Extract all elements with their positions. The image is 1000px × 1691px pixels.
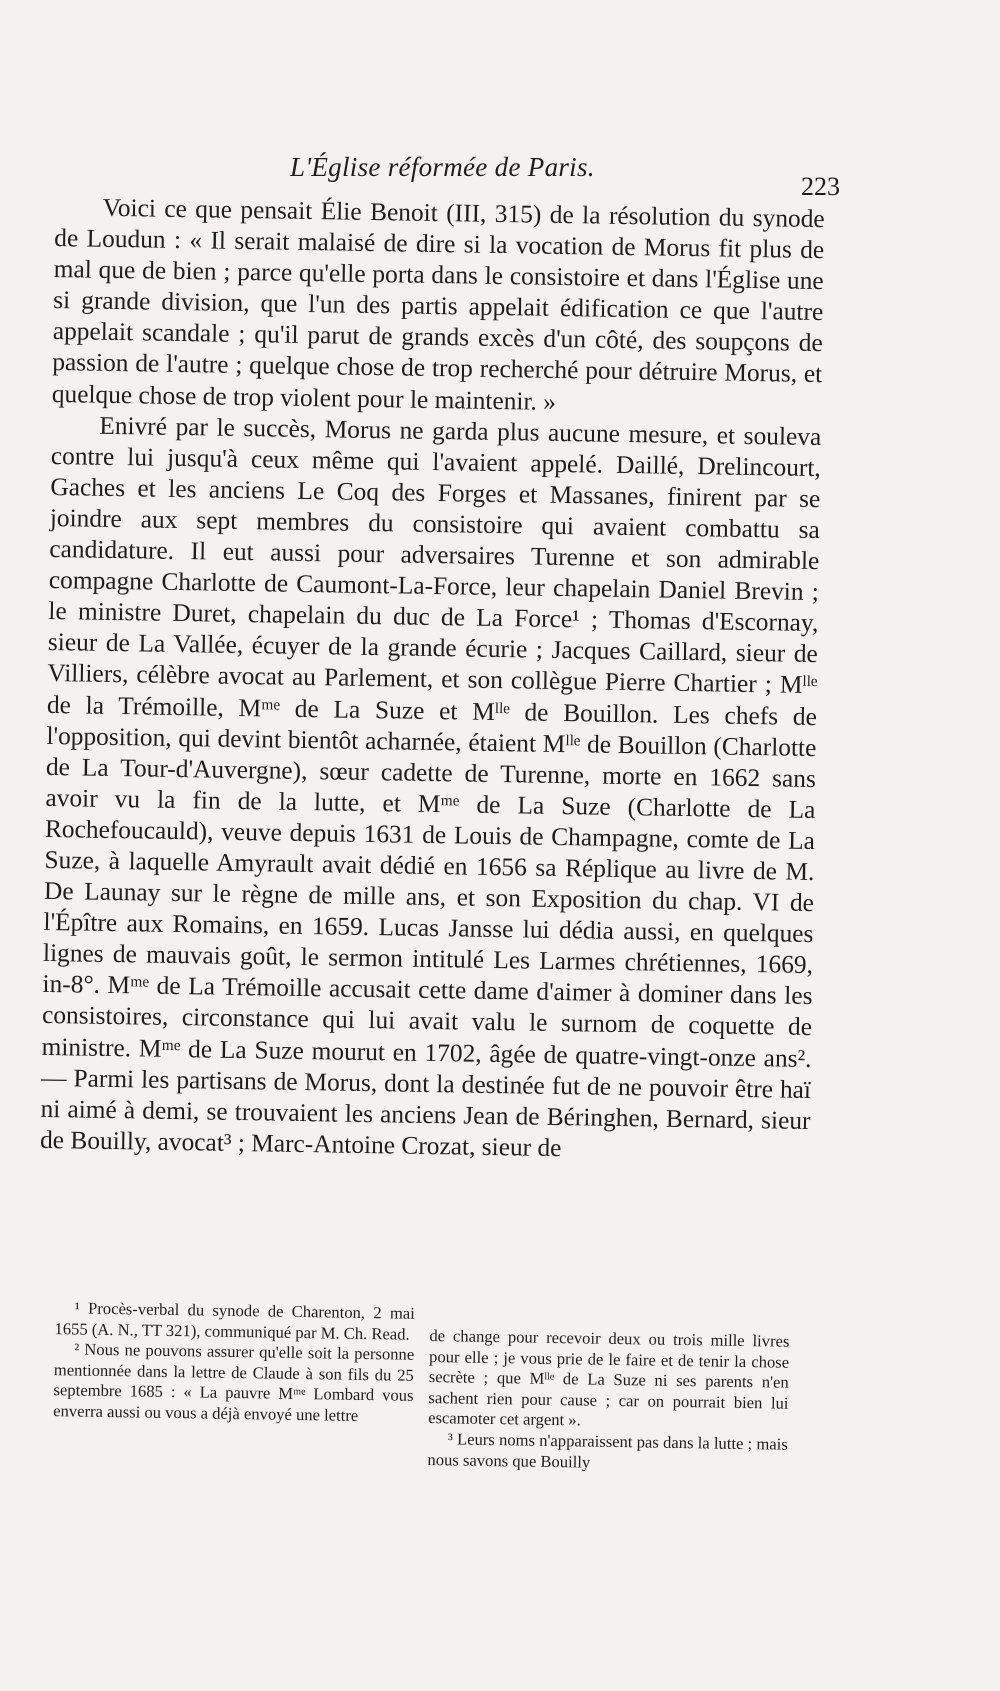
footnotes-left-column [53,1298,415,1427]
footnote-continuation: de change pour recevoir deux ou trois mille livres pour elle ; je vous prie de le faire et de tenir la chose secrète ; que Mˡˡᵉ de La Suze ni ses parents n'en sachent rien pour cause ; car on pourrait bien lui escamoter cet argent ». [428,1326,790,1430]
footnotes [45,1298,815,1472]
running-head [0,152,1000,201]
footnote: ² Nous ne pouvons assurer qu'elle soit la personne mentionnée dans la lettre de Claude à son fils du 25 septembre 1685 : « La pauvre Mᵐᵉ Lombard vous enverra aussi ou vous a déjà envoyé une lettre [53,1339,415,1425]
page-number: 223 [801,172,840,201]
footnotes-right-column [427,1326,789,1476]
footnote: ¹ Procès-verbal du synode de Charenton, 2 mai 1655 (A. N., TT 321), communiqué par M. Ch. Read. [54,1298,415,1344]
body-text [40,192,825,1168]
footnote: ³ Leurs noms n'apparaissent pas dans la lutte ; mais nous savons que Bouilly [427,1429,788,1472]
paragraph: Enivré par le succès, Morus ne garda plus aucune mesure, et souleva contre lui jusqu'à ceux même qui l'avaient appelé. Daillé, Drelincourt, Gaches et les anciens Le Coq des Forges et Massanes, finirent par se joindre aux sept membres du consistoire qui avaient combattu sa candidature. Il eut aussi pour adversaires Turenne et son admirable compagne Charlotte de Caumont-La-Force, leur chapelain Daniel Brevin ; le ministre Duret, chapelain du duc de La Force¹ ; Thomas d'Escornay, sieur de La Vallée, écuyer de la grande écurie ; Jacques Caillard, sieur de Villiers, célèbre avocat au Parlement, et son collègue Pierre Chartier ; Mˡˡᵉ de la Trémoille, Mᵐᵉ de La Suze et Mˡˡᵉ de Bouillon. Les chefs de l'opposition, qui devint bientôt acharnée, étaient Mˡˡᵉ de Bouillon (Charlotte de La Tour-d'Auvergne), sœur cadette de Turenne, morte en 1662 sans avoir vu la fin de la lutte, et Mᵐᵉ de La Suze (Charlotte de La Rochefoucauld), veuve depuis 1631 de Louis de Champagne, comte de La Suze, à laquelle Amyrault avait dédié en 1656 sa Réplique au livre de M. De Launay sur le règne de mille ans, et son Exposition du chap. VI de l'Épître aux Romains, en 1659. Lucas Jansse lui dédia aussi, en quelques lignes de mauvais goût, le sermon intitulé Les Larmes chrétiennes, 1669, in-8°. Mᵐᵉ de La Trémoille accusait cette dame d'aimer à dominer dans les consistoires, circonstance qui lui avait valu le surnom de coquette de ministre. Mᵐᵉ de La Suze mourut en 1702, âgée de quatre-vingt-onze ans². — Parmi les partisans de Morus, dont la destinée fut de ne pouvoir être haï ni aimé à demi, se trouvaient les anciens Jean de Béringhen, Bernard, sieur de Bouilly, avocat³ ; Marc-Antoine Crozat, sieur de [39,411,822,1162]
running-title: L'Église réformée de Paris. [290,152,595,182]
paragraph: Voici ce que pensait Élie Benoit (III, 315) de la résolution du synode de Loudun : « Il serait malaisé de dire si la vocation de Morus fit plus de mal que de bien ; parce qu'elle porta dans le consistoire et dans l'Église une si grande division, que l'un des partis appelait édification ce que l'autre appelait scandale ; qu'il parut de grands excès d'un côté, des soupçons de passion de l'autre ; quelque chose de trop recherché pour détruire Morus, et quelque chose de trop violent pour le maintenir. » [51,193,825,416]
